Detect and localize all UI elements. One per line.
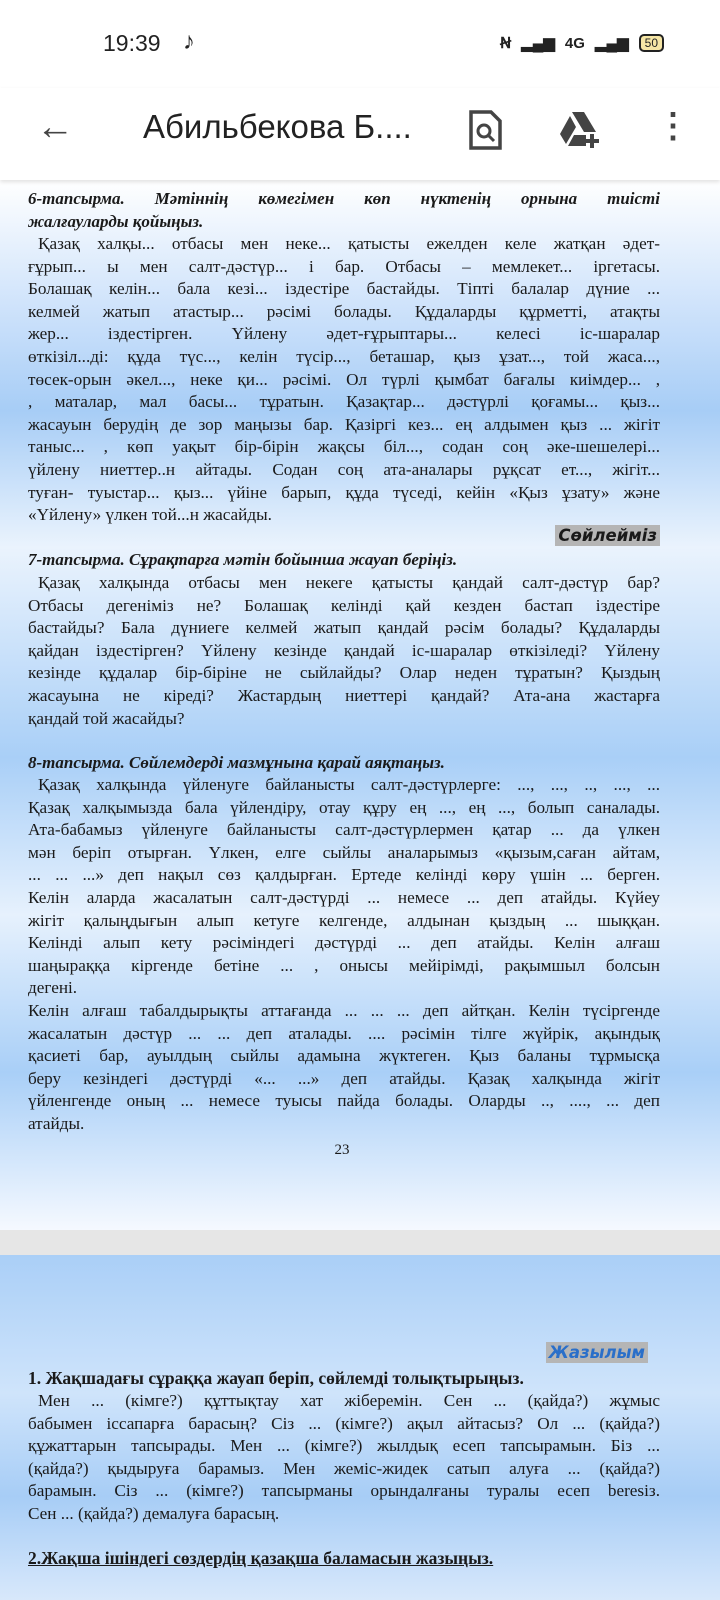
text-line: Келін алғаш табалдырықты аттағанда ... ... ... деп айтқан. Келін түсіргенде	[28, 1000, 660, 1020]
text-line: Келінді алып кету рәсіміндегі дәстүрді ... деп атайды. Келін алғаш	[28, 933, 660, 953]
pdf-page-23	[0, 180, 720, 1230]
section-tag-writing: Жазылым	[546, 1342, 648, 1363]
text-line: беру кезіндегі дәстүрді «... ...» деп атайды. Қазақ халқында жігіт	[28, 1068, 660, 1088]
app-bar	[0, 88, 720, 180]
signal-icon: ▂▄▆	[521, 35, 555, 52]
text-line: ... ... ...» деп нақыл сөз қалдырған. Ертеде келінді көру үшін ... берген.	[28, 865, 660, 885]
text-line: Ата-бабамыз үйленуге байланысты салт-дәстүрлермен қатар ... да үлкен	[28, 820, 660, 840]
text-line: жігіт қалыңдығын алып кетуге келгенде, алдынан қыздың ... шыққан.	[28, 910, 660, 930]
text-line: келмей жатып атастыр... рәсімі болады. Құдаларды құрметті, атақты	[28, 301, 660, 321]
text-line: құжаттарын тапсырады. Мен ... (кімге?) жылдық есеп тапсырамын. Біз ...	[28, 1436, 660, 1456]
status-bar	[0, 0, 720, 88]
text-line: Қазақ халқымызда бала үйлендіру, отау құру ең ..., ең ..., болып саналады.	[28, 797, 660, 817]
clock: 19:39	[103, 30, 161, 56]
text-line: ғұрып... ы мен салт-дәстүр... і бар. Отбасы – мемлекет... іргетасы.	[28, 256, 660, 276]
text-line: «Үйлену» үлкен той...н жасайды.	[28, 505, 272, 525]
task7-body	[28, 572, 660, 730]
task8-body	[28, 774, 660, 1136]
text-line: Келін аларда жасалатын салт-дәстүрді ... немесе ... деп атайды. Күйеу	[28, 887, 660, 907]
task2-title: 2.Жақша ішіндегі сөздердің қазақша баламасын жазыңыз.	[28, 1548, 494, 1568]
page-number: 23	[334, 1142, 350, 1158]
text-line: жалғауларды қойыңыз.	[28, 211, 204, 231]
text-line: туған- туыстар... қыз... үйіне барып, құда түседі, кейін «Қыз ұзату» және	[28, 482, 660, 502]
pdf-viewer[interactable]	[0, 180, 720, 1600]
status-icons	[500, 34, 664, 52]
text-line: үйлену ниеттер..н айтады. Содан соң ата-аналары рұқсат ет..., жігіт...	[28, 459, 660, 479]
text-line: жер... іздестірген. Үйлену әдет-ғұрыптары... келесі іс-шаралар	[28, 324, 660, 344]
text-line: қасиеті бар, ауылдың сыйлы адамына жүктеген. Қыз баланы тұрмысқа	[28, 1046, 660, 1066]
back-arrow-icon[interactable]: ←	[36, 106, 74, 148]
text-line: Қазақ халқы... отбасы мен неке... қатысты ежелден келе жатқан әдет-	[38, 234, 660, 253]
text-line: Отбасы дегеніміз не? Болашақ келінді қай кезден бастап іздестіре	[28, 595, 660, 615]
text-line: 6-тапсырма. Мәтіннің көмегімен көп нүктенің орнына тиісті	[28, 189, 660, 208]
text-line: төсек-орын әкел..., неке қи... рәсімі. Ол түрлі қымбат бағалы киімдер... ,	[28, 369, 660, 389]
text-line: таныс... , көп уақыт бір-бірін жақсы біл..., содан соң әке-шешелері...	[28, 437, 660, 457]
more-options-icon[interactable]: ⋮	[656, 107, 690, 145]
text-line: қайдан іздестірген? Үйлену кезінде қандай іс-шаралар өткізіледі? Үйлену	[28, 640, 660, 660]
battery-icon: 50	[639, 34, 664, 52]
text-line: бастайды? Бала дүниеге келмей жатып қандай рәсім болады? Құдаларды	[28, 618, 660, 638]
text-line: үйленгенде оның ... немесе туысы пайда болады. Оларды .., ...., ... деп	[28, 1091, 660, 1111]
task6-title	[28, 188, 660, 233]
text-line: мән беріп отырған. Үлкен, елге сыйлы аналарымыз «қызым,саған айтам,	[28, 842, 660, 862]
text-line: қандай той жасайды?	[28, 708, 185, 728]
text-line: , маталар, мал басы... тұратын. Қазақтар... дәстүрлі қоғамы... қыз...	[28, 392, 660, 412]
music-note-icon: ♪	[183, 28, 195, 55]
task7-title: 7-тапсырма. Сұрақтарға мәтін бойынша жауап беріңіз.	[28, 550, 458, 569]
task8-title: 8-тапсырма. Сөйлемдерді мазмұнына қарай аяқтаңыз.	[28, 753, 445, 772]
text-line: Сен ... (қайда?) демалуға барасың.	[28, 1503, 280, 1523]
text-line: дегені.	[28, 978, 78, 998]
document-title: Абильбекова Б....	[143, 108, 412, 145]
text-line: Болашақ келін... бала кезі... іздестіре бастайды. Тіпті балалар дүние ...	[28, 279, 660, 299]
text-line: жасауын берудің де зор маңызы бар. Қазіргі кез... ең алдымен қыз ... жігіт	[28, 414, 660, 434]
text-line: жасалатын дәстүр ... ... деп аталады. .... рәсімін тілге жүйрік, ақындық	[28, 1023, 660, 1043]
signal-icon-2: ▂▄▆	[594, 35, 629, 52]
nfc-icon: Ꞥ	[499, 35, 512, 52]
pdf-page-24	[0, 1255, 720, 1600]
task6-body	[28, 233, 660, 527]
network-type: 4G	[564, 34, 585, 52]
text-line: Қазақ халқында үйленуге байланысты салт-дәстүрлерге: ..., ..., .., ..., ...	[38, 775, 660, 794]
task1-body	[28, 1390, 660, 1526]
text-line: бабымен іссапарға барасың? Сіз ... (кімге?) ақыл айтасыз? Ол ... (қайда?)	[28, 1413, 660, 1433]
text-line: барамын. Сіз ... (кімге?) тапсырманы орындалғаны туралы есеп beresіз.	[28, 1481, 660, 1501]
section-tag-speaking: Сөйлейміз	[555, 525, 660, 546]
text-line: жасауына не кіреді? Жастардың ниеттері қандай? Ата-ана жастарға	[28, 685, 660, 705]
text-line: атайды.	[28, 1113, 85, 1133]
text-line: Қазақ халқында отбасы мен некеге қатысты қандай салт-дәстүр бар?	[38, 573, 660, 592]
search-document-icon[interactable]	[468, 110, 502, 158]
add-to-drive-icon[interactable]	[558, 110, 602, 158]
text-line: өткізіл...ді: құда түс..., келін түсір..., беташар, қыз ұзат..., той жаса...,	[28, 346, 660, 366]
text-line: шаңыраққа кіргенде бетіне ... , онысы мейірімді, рақымшыл болсын	[28, 955, 660, 975]
text-line: (қайда?) қыдыруға барамыз. Мен жеміс-жидек сатып алуға ... (қайда?)	[28, 1458, 660, 1478]
text-line: Мен ... (кімге?) құттықтау хат жіберемін. Сен ... (қайда?) жұмыс	[38, 1391, 660, 1410]
text-line: кезінде құдалар бір-біріне не сыйлайды? Олар неден тұратын? Қыздың	[28, 663, 660, 683]
task1-title: 1. Жақшадағы сұраққа жауап беріп, сөйлемді толықтырыңыз.	[28, 1368, 524, 1388]
